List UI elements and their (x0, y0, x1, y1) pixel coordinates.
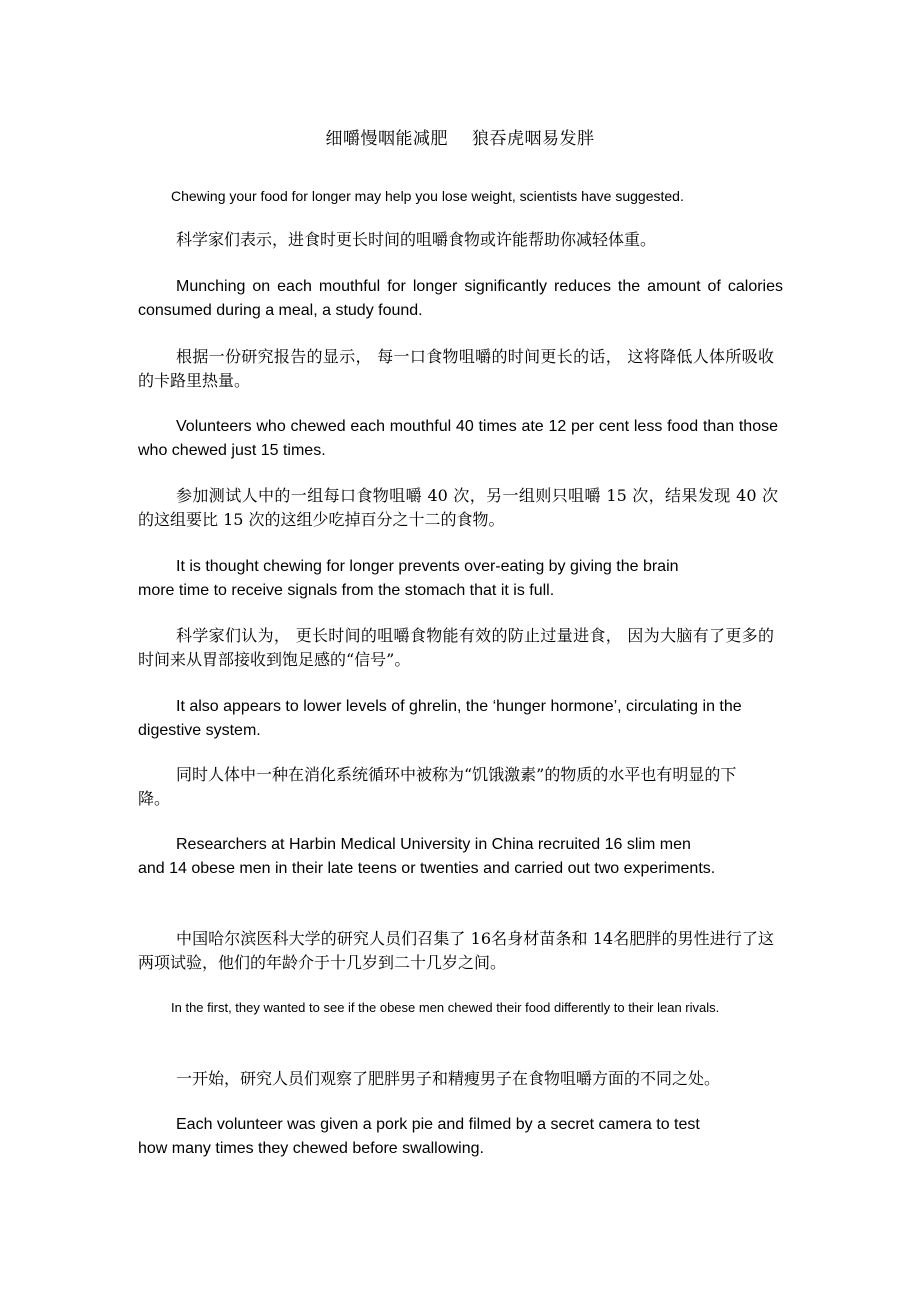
paragraph-en-2: Munching on each mouthful for longer significantly reduces the amount of calories consumed during a meal, a study found. (138, 278, 783, 319)
document-title: 细嚼慢咽能减肥 狼吞虎咽易发胖 (325, 129, 595, 149)
paragraph-en-6: Researchers at Harbin Medical University in China recruited 16 slim men and 14 obese men in their late teens or twenties and carried out two experiments. (138, 836, 716, 877)
paragraph-en-7: In the first, they wanted to see if the obese men chewed their food differently to their lean rivals. (171, 1000, 720, 1015)
paragraph-zh-5: 同时人体中一种在消化系统循环中被称为“饥饿激素”的物质的水平也有明显的下降。 (138, 765, 737, 808)
paragraph-zh-6: 中国哈尔滨医科大学的研究人员们召集了 16名身材苗条和 14名肥胖的男性进行了这两项试验，他们的年龄介于十几岁到二十几岁之间。 (138, 929, 774, 972)
paragraph-zh-3: 参加测试人中的一组每口食物咀嚼 40 次，另一组则只咀嚼 15 次，结果发现 40 次的这组要比 15 次的这组少吃掉百分之十二的食物。 (138, 486, 778, 529)
paragraph-en-8: Each volunteer was given a pork pie and filmed by a secret camera to test how many times they chewed before swallowing. (138, 1116, 700, 1157)
paragraph-zh-4: 科学家们认为， 更长时间的咀嚼食物能有效的防止过量进食， 因为大脑有了更多的时间来从胃部接收到饱足感的“信号”。 (138, 626, 774, 669)
paragraph-en-3: Volunteers who chewed each mouthful 40 times ate 12 per cent less food than those who chewed just 15 times. (138, 418, 778, 459)
paragraph-zh-1: 科学家们表示，进食时更长时间的咀嚼食物或许能帮助你减轻体重。 (176, 230, 657, 249)
paragraph-zh-2: 根据一份研究报告的显示， 每一口食物咀嚼的时间更长的话， 这将降低人体所吸收的卡路里热量。 (138, 347, 774, 390)
paragraph-en-5: It also appears to lower levels of ghrelin, the ‘hunger hormone’, circulating in the digestive system. (138, 698, 742, 739)
paragraph-en-4: It is thought chewing for longer prevents over-eating by giving the brain more time to receive signals from the stomach that it is full. (138, 558, 679, 599)
paragraph-en-1: Chewing your food for longer may help you lose weight, scientists have suggested. (171, 188, 684, 204)
paragraph-zh-7: 一开始，研究人员们观察了肥胖男子和精瘦男子在食物咀嚼方面的不同之处。 (176, 1069, 721, 1088)
